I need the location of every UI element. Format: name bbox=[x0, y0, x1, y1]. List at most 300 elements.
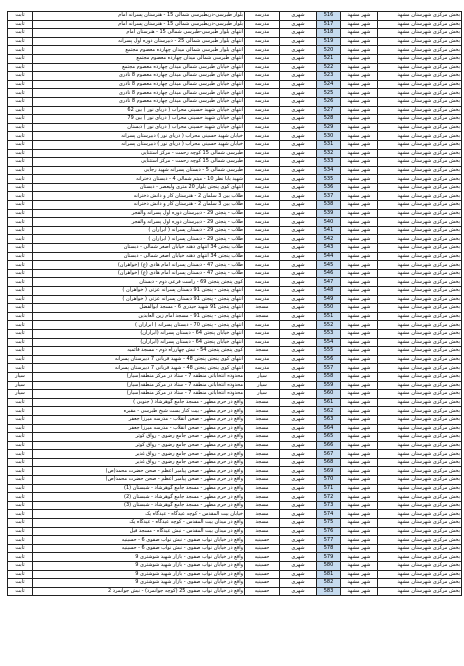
table-row bbox=[8, 201, 462, 210]
address-cell: محدوده انتخاباتی منطقه 7 - ستاد در مرکز منطقه(سیار) bbox=[33, 381, 245, 390]
place-kind-cell: مدرسه bbox=[245, 261, 280, 270]
table-row bbox=[8, 510, 462, 519]
district-cell: بخش مرکزی شهرستان مشهد bbox=[378, 519, 462, 528]
station-number-cell: 522 bbox=[317, 63, 341, 72]
city-cell: شهر مشهد bbox=[341, 381, 378, 390]
city-cell: شهر مشهد bbox=[341, 493, 378, 502]
station-number-cell: 560 bbox=[317, 390, 341, 399]
address-cell: طلاب - پنجتن 47 - دبستان پسرانه امام هادی (ع) (خواهران) bbox=[33, 261, 245, 270]
station-number-cell: 568 bbox=[317, 458, 341, 467]
status-cell: ثابت bbox=[8, 244, 33, 253]
table-row bbox=[8, 355, 462, 364]
status-cell: ثابت bbox=[8, 407, 33, 416]
station-number-cell: 533 bbox=[317, 158, 341, 167]
status-cell: ثابت bbox=[8, 312, 33, 321]
city-cell: شهر مشهد bbox=[341, 536, 378, 545]
status-cell: ثابت bbox=[8, 140, 33, 149]
address-cell: کوی پنجتن پنجتن 54 - نبش چهارراه دوم - مسجد قائمیه bbox=[33, 347, 245, 356]
place-kind-cell: مسجد bbox=[245, 441, 280, 450]
place-kind-cell: مدرسه bbox=[245, 175, 280, 184]
address-cell: خیابان شهید حسینی محراب ( دریای نور ) دبیرستان پسرانه bbox=[33, 140, 245, 149]
place-kind-cell: مدرسه bbox=[245, 209, 280, 218]
address-cell: طبرسی شمالی 15 کوچه رحمت - مرکز استثنایی bbox=[33, 158, 245, 167]
city-cell: شهر مشهد bbox=[341, 450, 378, 459]
status-cell: ثابت bbox=[8, 364, 33, 373]
place-kind-cell: حسینیه bbox=[245, 544, 280, 553]
status-cell: ثابت bbox=[8, 218, 33, 227]
table-row bbox=[8, 80, 462, 89]
status-cell: ثابت bbox=[8, 467, 33, 476]
place-kind-cell: مدرسه bbox=[245, 329, 280, 338]
area-type-cell: شهری bbox=[280, 37, 317, 46]
city-cell: شهر مشهد bbox=[341, 37, 378, 46]
status-cell: ثابت bbox=[8, 106, 33, 115]
area-type-cell: شهری bbox=[280, 493, 317, 502]
district-cell: بخش مرکزی شهرستان مشهد bbox=[378, 329, 462, 338]
address-cell: طلاب - پنجتن 47 - دبستان پسرانه امام هادی (ع) (خواهران) bbox=[33, 269, 245, 278]
place-kind-cell: مدرسه bbox=[245, 295, 280, 304]
area-type-cell: شهری bbox=[280, 372, 317, 381]
area-type-cell: شهری bbox=[280, 158, 317, 167]
table-row bbox=[8, 54, 462, 63]
place-kind-cell: مدرسه bbox=[245, 278, 280, 287]
district-cell: بخش مرکزی شهرستان مشهد bbox=[378, 484, 462, 493]
area-type-cell: شهری bbox=[280, 398, 317, 407]
area-type-cell: شهری bbox=[280, 562, 317, 571]
district-cell: بخش مرکزی شهرستان مشهد bbox=[378, 312, 462, 321]
district-cell: بخش مرکزی شهرستان مشهد bbox=[378, 347, 462, 356]
area-type-cell: شهری bbox=[280, 226, 317, 235]
status-cell: ثابت bbox=[8, 450, 33, 459]
station-number-cell: 564 bbox=[317, 424, 341, 433]
place-kind-cell: مسجد bbox=[245, 458, 280, 467]
city-cell: شهر مشهد bbox=[341, 304, 378, 313]
city-cell: شهر مشهد bbox=[341, 63, 378, 72]
city-cell: شهر مشهد bbox=[341, 476, 378, 485]
station-number-cell: 516 bbox=[317, 12, 341, 21]
address-cell: انتهای پنجتن 91 شهید حیدری 6 - مسجد ابوالفضل bbox=[33, 304, 245, 313]
area-type-cell: شهری bbox=[280, 501, 317, 510]
city-cell: شهر مشهد bbox=[341, 553, 378, 562]
status-cell: سیار bbox=[8, 390, 33, 399]
district-cell: بخش مرکزی شهرستان مشهد bbox=[378, 295, 462, 304]
address-cell: انتهای بلوار طبرسی شمالی میدان چهارده معصوم مجتمع bbox=[33, 46, 245, 55]
status-cell: ثابت bbox=[8, 321, 33, 330]
address-cell: طلاب پنجتن 34 انتهای دهنه خیابان اصغر شمالی - دبستان bbox=[33, 244, 245, 253]
station-number-cell: 566 bbox=[317, 441, 341, 450]
area-type-cell: شهری bbox=[280, 304, 317, 313]
district-cell: بخش مرکزی شهرستان مشهد bbox=[378, 424, 462, 433]
district-cell: بخش مرکزی شهرستان مشهد bbox=[378, 166, 462, 175]
status-cell: ثابت bbox=[8, 484, 33, 493]
station-number-cell: 547 bbox=[317, 278, 341, 287]
address-cell: طلاب پنجتن 34 انتهای دهنه خیابان اصغر شمالی - دبستان bbox=[33, 252, 245, 261]
table-row bbox=[8, 72, 462, 81]
place-kind-cell: مدرسه bbox=[245, 46, 280, 55]
station-number-cell: 556 bbox=[317, 355, 341, 364]
district-cell: بخش مرکزی شهرستان مشهد bbox=[378, 89, 462, 98]
station-number-cell: 551 bbox=[317, 312, 341, 321]
city-cell: شهر مشهد bbox=[341, 501, 378, 510]
area-type-cell: شهری bbox=[280, 433, 317, 442]
status-cell: ثابت bbox=[8, 261, 33, 270]
station-number-cell: 557 bbox=[317, 364, 341, 373]
address-cell: واقع در حرم مطهر - صحن جامع رضوی - رواق کوثر bbox=[33, 441, 245, 450]
place-kind-cell: مدرسه bbox=[245, 132, 280, 141]
status-cell: ثابت bbox=[8, 226, 33, 235]
city-cell: شهر مشهد bbox=[341, 312, 378, 321]
area-type-cell: شهری bbox=[280, 269, 317, 278]
city-cell: شهر مشهد bbox=[341, 46, 378, 55]
station-number-cell: 537 bbox=[317, 192, 341, 201]
area-type-cell: شهری bbox=[280, 415, 317, 424]
area-type-cell: شهری bbox=[280, 544, 317, 553]
station-number-cell: 576 bbox=[317, 527, 341, 536]
table-row bbox=[8, 415, 462, 424]
table-row bbox=[8, 149, 462, 158]
station-number-cell: 565 bbox=[317, 433, 341, 442]
city-cell: شهر مشهد bbox=[341, 458, 378, 467]
place-kind-cell: مدرسه bbox=[245, 244, 280, 253]
address-cell: طلاب - پنجتن 29 - دبستان پسرانه ( ابراران ) bbox=[33, 226, 245, 235]
area-type-cell: شهری bbox=[280, 209, 317, 218]
status-cell: ثابت bbox=[8, 553, 33, 562]
status-cell: ثابت bbox=[8, 355, 33, 364]
place-kind-cell: مسجد bbox=[245, 467, 280, 476]
place-kind-cell: مسجد bbox=[245, 484, 280, 493]
address-cell: واقع در حرم مطهر - بیت کنار بست شیخ طبرسی - مقبره bbox=[33, 407, 245, 416]
table-row bbox=[8, 226, 462, 235]
district-cell: بخش مرکزی شهرستان مشهد bbox=[378, 29, 462, 38]
address-cell: کوی پنجتن پنجتن 69 - راست فرعی دوم - دبستان bbox=[33, 278, 245, 287]
status-cell: ثابت bbox=[8, 269, 33, 278]
district-cell: بخش مرکزی شهرستان مشهد bbox=[378, 450, 462, 459]
district-cell: بخش مرکزی شهرستان مشهد bbox=[378, 261, 462, 270]
station-number-cell: 521 bbox=[317, 54, 341, 63]
address-cell: انتهای کوی پنجتن پنجتن 48 - شهید قربانی 7 دبیرستان پسرانه bbox=[33, 364, 245, 373]
address-cell: واقع در حرم مطهر - صحن پیامبر اعظم - صحن حضرت محمد(ص) bbox=[33, 476, 245, 485]
city-cell: شهر مشهد bbox=[341, 407, 378, 416]
status-cell: ثابت bbox=[8, 192, 33, 201]
city-cell: شهر مشهد bbox=[341, 527, 378, 536]
area-type-cell: شهری bbox=[280, 252, 317, 261]
place-kind-cell: مسجد bbox=[245, 312, 280, 321]
table-row bbox=[8, 20, 462, 29]
city-cell: شهر مشهد bbox=[341, 140, 378, 149]
station-number-cell: 527 bbox=[317, 106, 341, 115]
table-row bbox=[8, 89, 462, 98]
city-cell: شهر مشهد bbox=[341, 106, 378, 115]
station-number-cell: 528 bbox=[317, 115, 341, 124]
address-cell: طبرسی شمالی 15 کوچه رحمت - مرکز استثنایی bbox=[33, 149, 245, 158]
place-kind-cell: مدرسه bbox=[245, 218, 280, 227]
status-cell: ثابت bbox=[8, 510, 33, 519]
station-number-cell: 552 bbox=[317, 321, 341, 330]
status-cell: ثابت bbox=[8, 519, 33, 528]
station-number-cell: 567 bbox=[317, 450, 341, 459]
city-cell: شهر مشهد bbox=[341, 287, 378, 296]
address-cell: انتهای بلوار طبرسی شمالی 25 - دبیرستان دوره اول پسرانه bbox=[33, 37, 245, 46]
city-cell: شهر مشهد bbox=[341, 372, 378, 381]
area-type-cell: شهری bbox=[280, 458, 317, 467]
status-cell: ثابت bbox=[8, 149, 33, 158]
district-cell: بخش مرکزی شهرستان مشهد bbox=[378, 287, 462, 296]
status-cell: ثابت bbox=[8, 287, 33, 296]
table-row bbox=[8, 553, 462, 562]
table-row bbox=[8, 467, 462, 476]
address-cell: واقع در خیابان نواب صفوی - بازار شهید شوشتری 9 bbox=[33, 553, 245, 562]
status-cell: سیار bbox=[8, 381, 33, 390]
place-kind-cell: مدرسه bbox=[245, 97, 280, 106]
station-number-cell: 553 bbox=[317, 329, 341, 338]
table-row bbox=[8, 450, 462, 459]
station-number-cell: 574 bbox=[317, 510, 341, 519]
table-row bbox=[8, 269, 462, 278]
status-cell: ثابت bbox=[8, 338, 33, 347]
table-row bbox=[8, 527, 462, 536]
address-cell: واقع در خیابان نواب صفوی 25 (کوچه جوانمرد) - نبش جوانمرد 2 bbox=[33, 587, 245, 596]
place-kind-cell: مدرسه bbox=[245, 89, 280, 98]
address-cell: انتهای پنجتن - پنجتن 91 - مسجد امام زین العابدین bbox=[33, 312, 245, 321]
place-kind-cell: مدرسه bbox=[245, 166, 280, 175]
district-cell: بخش مرکزی شهرستان مشهد bbox=[378, 458, 462, 467]
city-cell: شهر مشهد bbox=[341, 235, 378, 244]
area-type-cell: شهری bbox=[280, 510, 317, 519]
city-cell: شهر مشهد bbox=[341, 579, 378, 588]
address-cell: طلاب بین 3 سلمان 2 - هنرستان کار و دانش دخترانه bbox=[33, 201, 245, 210]
district-cell: بخش مرکزی شهرستان مشهد bbox=[378, 140, 462, 149]
status-cell: ثابت bbox=[8, 158, 33, 167]
district-cell: بخش مرکزی شهرستان مشهد bbox=[378, 304, 462, 313]
area-type-cell: شهری bbox=[280, 587, 317, 596]
table-row bbox=[8, 46, 462, 55]
place-kind-cell: مدرسه bbox=[245, 115, 280, 124]
table-row bbox=[8, 433, 462, 442]
status-cell: ثابت bbox=[8, 80, 33, 89]
district-cell: بخش مرکزی شهرستان مشهد bbox=[378, 115, 462, 124]
station-number-cell: 517 bbox=[317, 20, 341, 29]
area-type-cell: شهری bbox=[280, 467, 317, 476]
city-cell: شهر مشهد bbox=[341, 175, 378, 184]
city-cell: شهر مشهد bbox=[341, 72, 378, 81]
city-cell: شهر مشهد bbox=[341, 80, 378, 89]
place-kind-cell: مدرسه bbox=[245, 235, 280, 244]
area-type-cell: شهری bbox=[280, 329, 317, 338]
status-cell: ثابت bbox=[8, 476, 33, 485]
district-cell: بخش مرکزی شهرستان مشهد bbox=[378, 536, 462, 545]
table-row bbox=[8, 252, 462, 261]
district-cell: بخش مرکزی شهرستان مشهد bbox=[378, 407, 462, 416]
table-row bbox=[8, 587, 462, 596]
area-type-cell: شهری bbox=[280, 484, 317, 493]
table-row bbox=[8, 244, 462, 253]
city-cell: شهر مشهد bbox=[341, 484, 378, 493]
place-kind-cell: مدرسه bbox=[245, 183, 280, 192]
table-row bbox=[8, 536, 462, 545]
table-row bbox=[8, 192, 462, 201]
table-row bbox=[8, 287, 462, 296]
status-cell: ثابت bbox=[8, 89, 33, 98]
area-type-cell: شهری bbox=[280, 166, 317, 175]
area-type-cell: شهری bbox=[280, 20, 317, 29]
status-cell: ثابت bbox=[8, 415, 33, 424]
table-row bbox=[8, 570, 462, 579]
status-cell: ثابت bbox=[8, 183, 33, 192]
city-cell: شهر مشهد bbox=[341, 562, 378, 571]
address-cell: انتهای خیابان طبرسی شمالی میدان چهارده معصوم 8 نادری bbox=[33, 80, 245, 89]
district-cell: بخش مرکزی شهرستان مشهد bbox=[378, 321, 462, 330]
area-type-cell: شهری bbox=[280, 295, 317, 304]
city-cell: شهر مشهد bbox=[341, 132, 378, 141]
table-row bbox=[8, 407, 462, 416]
status-cell: ثابت bbox=[8, 304, 33, 313]
station-number-cell: 529 bbox=[317, 123, 341, 132]
district-cell: بخش مرکزی شهرستان مشهد bbox=[378, 579, 462, 588]
district-cell: بخش مرکزی شهرستان مشهد bbox=[378, 587, 462, 596]
station-number-cell: 523 bbox=[317, 72, 341, 81]
status-cell: ثابت bbox=[8, 46, 33, 55]
address-cell: واقع در حرم مطهر - صحن انقلاب - مدرسه میرزا جعفر bbox=[33, 424, 245, 433]
station-number-cell: 525 bbox=[317, 89, 341, 98]
table-row bbox=[8, 579, 462, 588]
table-row bbox=[8, 398, 462, 407]
district-cell: بخش مرکزی شهرستان مشهد bbox=[378, 355, 462, 364]
station-number-cell: 524 bbox=[317, 80, 341, 89]
area-type-cell: شهری bbox=[280, 519, 317, 528]
city-cell: شهر مشهد bbox=[341, 424, 378, 433]
district-cell: بخش مرکزی شهرستان مشهد bbox=[378, 544, 462, 553]
city-cell: شهر مشهد bbox=[341, 123, 378, 132]
area-type-cell: شهری bbox=[280, 476, 317, 485]
address-cell: انتهای کوی پنجتن بلوار 20 متری ولیعصر - دبستان bbox=[33, 183, 245, 192]
address-cell: واقع در خیابان نواب صفوی - بازار شهید شوشتری 9 bbox=[33, 562, 245, 571]
area-type-cell: شهری bbox=[280, 106, 317, 115]
address-cell: واقع در خیابان نواب صفوی - بازار شهید شوشتری 9 bbox=[33, 579, 245, 588]
place-kind-cell: مدرسه bbox=[245, 123, 280, 132]
address-cell: واقع در حرم مطهر - مسجد جامع گوهرشاد ( جنوبی ) bbox=[33, 398, 245, 407]
area-type-cell: شهری bbox=[280, 72, 317, 81]
address-cell: انتهای طبرسی شمالی میدان چهارده معصوم مجتمع bbox=[33, 54, 245, 63]
place-kind-cell: مدرسه bbox=[245, 80, 280, 89]
station-number-cell: 536 bbox=[317, 183, 341, 192]
station-number-cell: 579 bbox=[317, 553, 341, 562]
area-type-cell: شهری bbox=[280, 553, 317, 562]
district-cell: بخش مرکزی شهرستان مشهد bbox=[378, 381, 462, 390]
table-row bbox=[8, 29, 462, 38]
city-cell: شهر مشهد bbox=[341, 329, 378, 338]
station-number-cell: 530 bbox=[317, 132, 341, 141]
table-row bbox=[8, 338, 462, 347]
table-row bbox=[8, 381, 462, 390]
city-cell: شهر مشهد bbox=[341, 295, 378, 304]
district-cell: بخش مرکزی شهرستان مشهد bbox=[378, 192, 462, 201]
table-row bbox=[8, 97, 462, 106]
area-type-cell: شهری bbox=[280, 441, 317, 450]
area-type-cell: شهری bbox=[280, 12, 317, 21]
district-cell: بخش مرکزی شهرستان مشهد bbox=[378, 364, 462, 373]
table-row bbox=[8, 183, 462, 192]
place-kind-cell: مسجد bbox=[245, 398, 280, 407]
table-row bbox=[8, 115, 462, 124]
station-number-cell: 583 bbox=[317, 587, 341, 596]
station-number-cell: 550 bbox=[317, 304, 341, 313]
place-kind-cell: مسجد bbox=[245, 407, 280, 416]
station-number-cell: 563 bbox=[317, 415, 341, 424]
station-number-cell: 577 bbox=[317, 536, 341, 545]
address-cell: خیابان بیت المقدس - کوچه عیدگاه - عیدگاه یک bbox=[33, 510, 245, 519]
place-kind-cell: حسینیه bbox=[245, 579, 280, 588]
status-cell: ثابت bbox=[8, 562, 33, 571]
status-cell: ثابت bbox=[8, 329, 33, 338]
district-cell: بخش مرکزی شهرستان مشهد bbox=[378, 398, 462, 407]
district-cell: بخش مرکزی شهرستان مشهد bbox=[378, 149, 462, 158]
district-cell: بخش مرکزی شهرستان مشهد bbox=[378, 97, 462, 106]
status-cell: ثابت bbox=[8, 295, 33, 304]
address-cell: واقع در حرم مطهر - صحن جامع رضوی - رواق کوثر bbox=[33, 433, 245, 442]
city-cell: شهر مشهد bbox=[341, 209, 378, 218]
address-cell: بلوار طبرسی-دربطبرسی شمالی 15 - هنرستان پسرانه امام bbox=[33, 20, 245, 29]
city-cell: شهر مشهد bbox=[341, 415, 378, 424]
address-cell: واقع در حرم مطهر - مسجد جامع گوهرشاد - شبستان (1) bbox=[33, 484, 245, 493]
station-number-cell: 570 bbox=[317, 476, 341, 485]
address-cell: شهید بابا نظر 10 - میثم شمالی 4 - دبستان دخترانه bbox=[33, 175, 245, 184]
city-cell: شهر مشهد bbox=[341, 97, 378, 106]
district-cell: بخش مرکزی شهرستان مشهد bbox=[378, 63, 462, 72]
address-cell: واقع در حرم مطهر - مسجد جامع گوهرشاد - شبستان (3) bbox=[33, 501, 245, 510]
address-cell: واقع در حرم مطهر - صحن جامع رضوی - رواق غدیر bbox=[33, 458, 245, 467]
status-cell: ثابت bbox=[8, 115, 33, 124]
status-cell: ثابت bbox=[8, 398, 33, 407]
district-cell: بخش مرکزی شهرستان مشهد bbox=[378, 132, 462, 141]
district-cell: بخش مرکزی شهرستان مشهد bbox=[378, 570, 462, 579]
address-cell: محدوده انتخاباتی منطقه 7 - ستاد در مرکز منطقه(سیار) bbox=[33, 372, 245, 381]
table-row bbox=[8, 261, 462, 270]
table-row bbox=[8, 544, 462, 553]
station-number-cell: 580 bbox=[317, 562, 341, 571]
status-cell: ثابت bbox=[8, 441, 33, 450]
table-row bbox=[8, 364, 462, 373]
address-cell: واقع در خیابان نواب صفوی - بازار شهید شوشتری 9 bbox=[33, 570, 245, 579]
address-cell: انتهای پنجتن - پنجتن 70 - دبستان پسرانه ( ابراران ) bbox=[33, 321, 245, 330]
address-cell: واقع در حرم مطهر - صحن انقلاب - مدرسه میرزا جعفر bbox=[33, 415, 245, 424]
address-cell: انتهای خیابان پنجتن 64 - دبستان پسرانه (ابراران) bbox=[33, 338, 245, 347]
place-kind-cell: مسجد bbox=[245, 519, 280, 528]
place-kind-cell: مدرسه bbox=[245, 20, 280, 29]
area-type-cell: شهری bbox=[280, 570, 317, 579]
city-cell: شهر مشهد bbox=[341, 218, 378, 227]
district-cell: بخش مرکزی شهرستان مشهد bbox=[378, 20, 462, 29]
address-cell: واقع در خیابان نواب صفوی - نبش نواب صفوی 6 - حسینیه bbox=[33, 544, 245, 553]
city-cell: شهر مشهد bbox=[341, 29, 378, 38]
city-cell: شهر مشهد bbox=[341, 390, 378, 399]
place-kind-cell: مسجد bbox=[245, 304, 280, 313]
district-cell: بخش مرکزی شهرستان مشهد bbox=[378, 338, 462, 347]
place-kind-cell: مسجد bbox=[245, 424, 280, 433]
table-row bbox=[8, 132, 462, 141]
district-cell: بخش مرکزی شهرستان مشهد bbox=[378, 209, 462, 218]
station-number-cell: 578 bbox=[317, 544, 341, 553]
district-cell: بخش مرکزی شهرستان مشهد bbox=[378, 390, 462, 399]
station-number-cell: 538 bbox=[317, 201, 341, 210]
place-kind-cell: مدرسه bbox=[245, 149, 280, 158]
city-cell: شهر مشهد bbox=[341, 510, 378, 519]
address-cell: طلاب بین 3 سلمان 2 - هنرستان کار و دانش دخترانه bbox=[33, 192, 245, 201]
place-kind-cell: مدرسه bbox=[245, 201, 280, 210]
address-cell: خیابان شهید حسینی محراب ( دریای نور ) دبیرستان پسرانه bbox=[33, 132, 245, 141]
district-cell: بخش مرکزی شهرستان مشهد bbox=[378, 476, 462, 485]
area-type-cell: شهری bbox=[280, 218, 317, 227]
district-cell: بخش مرکزی شهرستان مشهد bbox=[378, 201, 462, 210]
